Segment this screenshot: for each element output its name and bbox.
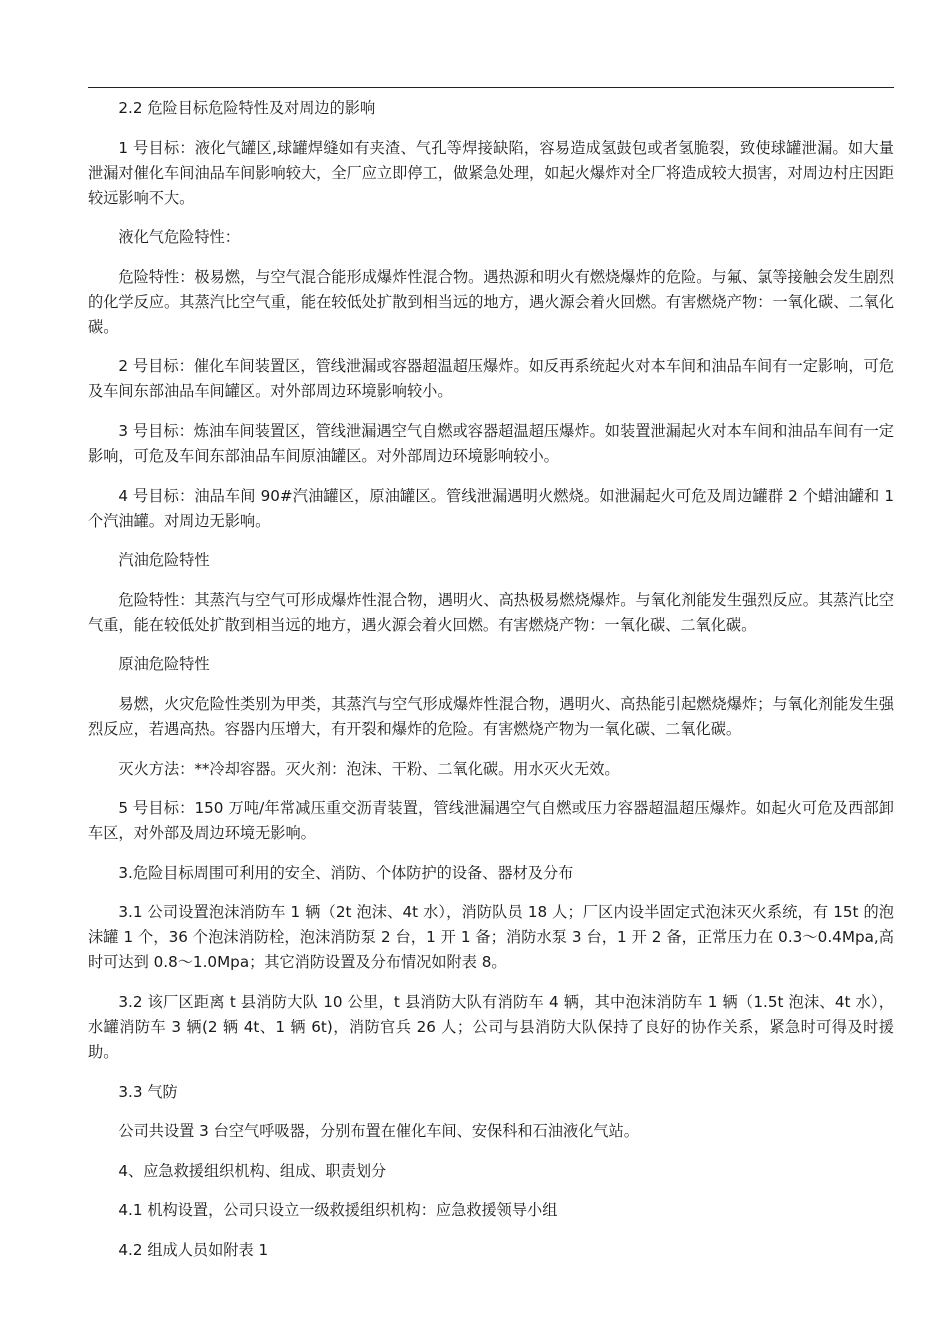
section-heading-4: 4、应急救援组织机构、组成、职责划分 — [118, 1161, 387, 1180]
paragraph-crude-hazards: 易燃，火灾危险性类别为甲类，其蒸汽与空气形成爆炸性混合物，遇明火、高热能引起燃烧爆炸；与氧化剂能发生强烈反应，若遇高热。容器内压增大，有开裂和爆炸的危险。有害燃烧产物为一氧化碳、二氧化碳。 — [88, 694, 894, 738]
subheading-gasoline-hazards: 汽油危险特性 — [118, 551, 210, 570]
section-heading-2-2: 2.2 危险目标危险特性及对周边的影响 — [118, 99, 376, 117]
paragraph-lpg-hazards: 危险特性：极易燃，与空气混合能形成爆炸性混合物。遇热源和明火有燃烧爆炸的危险。与氟、氯等接触会发生剧烈的化学反应。其蒸汽比空气重，能在较低处扩散到相当远的地方，遇火源会着火回燃。有害燃烧产物：一氧化碳、二氧化碳。 — [88, 267, 894, 336]
paragraph-4-1: 4.1 机构设置，公司只设立一级救援组织机构：应急救援领导小组 — [118, 1201, 558, 1220]
paragraph-gasoline-hazards: 危险特性：其蒸汽与空气可形成爆炸性混合物，遇明火、高热极易燃烧爆炸。与氧化剂能发生强烈反应。其蒸汽比空气重，能在较低处扩散到相当远的地方，遇火源会着火回燃。有害燃烧产物：一氧化碳、二氧化碳。 — [88, 590, 894, 634]
document-body — [88, 96, 894, 1277]
section-heading-3: 3.危险目标周围可利用的安全、消防、个体防护的设备、器材及分布 — [118, 863, 574, 882]
paragraph-3-2: 3.2 该厂区距离 t 县消防大队 10 公里，t 县消防大队有消防车 4 辆，其中泡沫消防车 1 辆（1.5t 泡沫、4t 水），水罐消防车 3 辆(2 辆 4t、1 辆 6t)，消防官兵 26 人；公司与县消防大队保持了良好的协作关系，紧急时可得及时援助。 — [88, 992, 894, 1061]
section-heading-3-3: 3.3 气防 — [118, 1082, 178, 1101]
paragraph-target-1: 1 号目标：液化气罐区,球罐焊缝如有夹渣、气孔等焊接缺陷，容易造成氢鼓包或者氢脆裂，致使球罐泄漏。如大量泄漏对催化车间油品车间影响较大，全厂应立即停工，做紧急处理，如起火爆炸对全厂将造成较大损害，对周边村庄因距较远影响不大。 — [88, 138, 894, 207]
paragraph-extinguishing-method: 灭火方法：**冷却容器。灭火剂：泡沫、干粉、二氧化碳。用水灭火无效。 — [118, 759, 620, 778]
paragraph-target-2: 2 号目标：催化车间装置区，管线泄漏或容器超温超压爆炸。如反再系统起火对本车间和油品车间有一定影响，可危及车间东部油品车间罐区。对外部周边环境影响较小。 — [88, 357, 894, 401]
paragraph-target-4: 4 号目标：油品车间 90#汽油罐区，原油罐区。管线泄漏遇明火燃烧。如泄漏起火可危及周边罐群 2 个蜡油罐和 1 个汽油罐。对周边无影响。 — [88, 486, 894, 530]
paragraph-target-5: 5 号目标：150 万吨/年常减压重交沥青装置，管线泄漏遇空气自燃或压力容器超温超压爆炸。如起火可危及西部卸车区，对外部及周边环境无影响。 — [88, 799, 894, 843]
subheading-lpg-hazards: 液化气危险特性： — [118, 228, 240, 247]
subheading-crude-hazards: 原油危险特性 — [118, 655, 210, 674]
paragraph-3-1: 3.1 公司设置泡沫消防车 1 辆（2t 泡沫、4t 水），消防队员 18 人；厂区内设半固定式泡沫灭火系统，有 15t 的泡沫罐 1 个，36 个泡沫消防栓，泡沫消防泵 2 台，1 开 1 备；消防水泵 3 台，1 开 2 备，正常压力在 0.3～0.4Mpa,高时可达到 0.8～1.0Mpa；其它消防设置及分布情况如附表 8。 — [88, 903, 894, 972]
header-rule — [88, 87, 894, 88]
paragraph-4-2: 4.2 组成人员如附表 1 — [118, 1240, 269, 1259]
paragraph-target-3: 3 号目标：炼油车间装置区，管线泄漏遇空气自燃或容器超温超压爆炸。如装置泄漏起火对本车间和油品车间有一定影响，可危及车间东部油品车间原油罐区。对外部周边环境影响较小。 — [88, 421, 894, 465]
paragraph-breathing-apparatus: 公司共设置 3 台空气呼吸器，分别布置在催化车间、安保科和石油液化气站。 — [118, 1122, 639, 1141]
